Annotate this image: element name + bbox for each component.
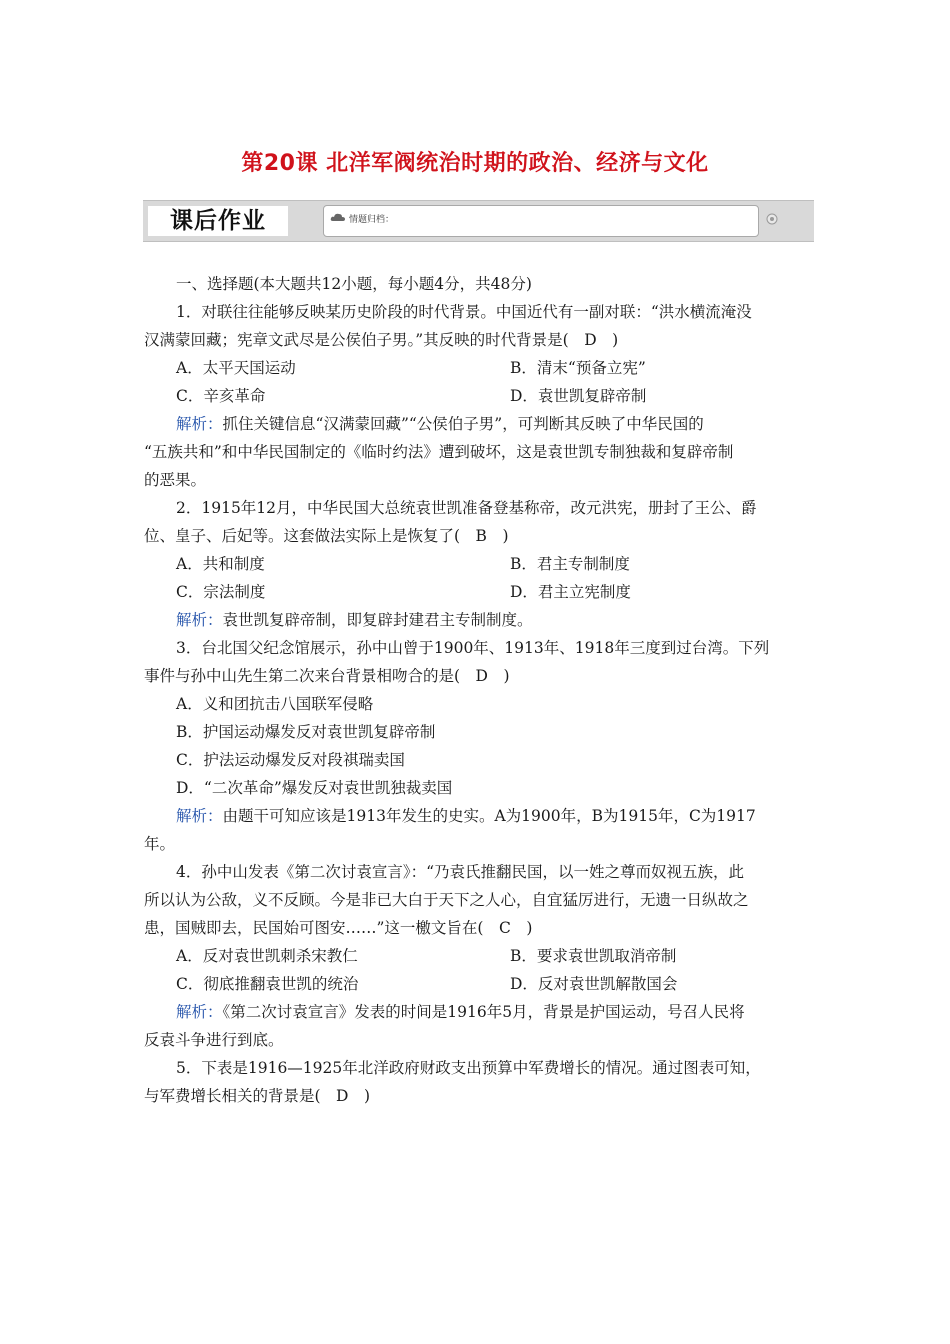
option-c: C．宗法制度 — [176, 583, 266, 601]
question-stem-line: 患，国贼即去，民国始可图安……”这一檄文旨在( C ) — [144, 919, 533, 937]
question-stem-line: 5．下表是1916—1925年北洋政府财政支出预算中军费增长的情况。通过图表可知， — [176, 1059, 761, 1077]
option-c: C．辛亥革命 — [176, 387, 266, 405]
analysis-label: 解析： — [176, 807, 223, 825]
banner-label: 课后作业 — [148, 206, 288, 236]
analysis-line — [176, 804, 756, 828]
analysis-text: 抓住关键信息“汉满蒙回藏”“公侯伯子男”，可判断其反映了中华民国的 — [222, 415, 704, 433]
question-stem-line: 汉满蒙回藏；宪章文武尽是公侯伯子男。”其反映的时代背景是( D ) — [144, 331, 619, 349]
analysis-line — [176, 608, 533, 632]
question-stem-line: 3．台北国父纪念馆展示，孙中山曾于1900年、1913年、1918年三度到过台湾。下列 — [176, 639, 770, 657]
option-d: D．袁世凯复辟帝制 — [510, 387, 647, 405]
option-c: C．护法运动爆发反对段祺瑞卖国 — [176, 751, 405, 769]
homework-banner — [143, 200, 814, 242]
option-b: B．护国运动爆发反对袁世凯复辟帝制 — [176, 723, 436, 741]
analysis-line: 的恶果。 — [144, 471, 207, 489]
option-d: D．“二次革命”爆发反对袁世凯独裁卖国 — [176, 779, 453, 797]
question-stem-line: 与军费增长相关的背景是( D ) — [144, 1087, 371, 1105]
analysis-line: 反袁斗争进行到底。 — [144, 1031, 284, 1049]
option-c: C．彻底推翻袁世凯的统治 — [176, 975, 359, 993]
option-b: B．清末“预备立宪” — [510, 359, 646, 377]
option-a: A．共和制度 — [176, 555, 265, 573]
option-b: B．君主专制制度 — [510, 555, 630, 573]
question-stem-line: 1．对联往往能够反映某历史阶段的时代背景。中国近代有一副对联：“洪水横流淹没 — [176, 303, 752, 321]
cloud-icon — [330, 211, 346, 223]
analysis-text: 由题干可知应该是1913年发生的史实。A为1900年，B为1915年，C为1917 — [222, 807, 756, 825]
question-stem-line: 4．孙中山发表《第二次讨袁宣言》：“乃袁氏推翻民国，以一姓之尊而奴视五族，此 — [176, 863, 745, 881]
option-d: D．君主立宪制度 — [510, 583, 631, 601]
question-stem-line: 事件与孙中山先生第二次来台背景相吻合的是( D ) — [144, 667, 510, 685]
section-heading: 一、选择题(本大题共12小题，每小题4分，共48分) — [176, 275, 532, 293]
option-a: A．义和团抗击八国联军侵略 — [176, 695, 374, 713]
note-label: 情题归档： — [349, 215, 395, 225]
option-d: D．反对袁世凯解散国会 — [510, 975, 678, 993]
option-b: B．要求袁世凯取消帝制 — [510, 947, 677, 965]
question-stem-line: 所以认为公敌，义不反顾。今是非已大白于天下之人心，自宜猛厉进行，无遗一日纵故之 — [144, 891, 749, 909]
analysis-text: 袁世凯复辟帝制，即复辟封建君主专制制度。 — [222, 611, 533, 629]
analysis-line: 年。 — [144, 835, 176, 853]
analysis-line: “五族共和”和中华民国制定的《临时约法》遭到破坏，这是袁世凯专制独裁和复辟帝制 — [144, 443, 734, 461]
settings-icon[interactable] — [766, 213, 778, 225]
option-a: A．反对袁世凯刺杀宋教仁 — [176, 947, 358, 965]
question-stem-line: 2．1915年12月，中华民国大总统袁世凯准备登基称帝，改元洪宪，册封了王公、爵 — [176, 499, 757, 517]
analysis-label: 解析： — [176, 611, 223, 629]
option-a: A．太平天国运动 — [176, 359, 296, 377]
analysis-line — [176, 412, 704, 436]
analysis-label: 解析： — [176, 415, 223, 433]
note-box — [323, 205, 759, 237]
page-title: 第20课 北洋军阀统治时期的政治、经济与文化 — [241, 151, 709, 176]
analysis-line — [176, 1000, 745, 1024]
analysis-label: 解析： — [176, 1003, 223, 1021]
question-stem-line: 位、皇子、后妃等。这套做法实际上是恢复了( B ) — [144, 527, 509, 545]
analysis-text: 《第二次讨袁宣言》发表的时间是1916年5月，背景是护国运动，号召人民将 — [222, 1003, 745, 1021]
